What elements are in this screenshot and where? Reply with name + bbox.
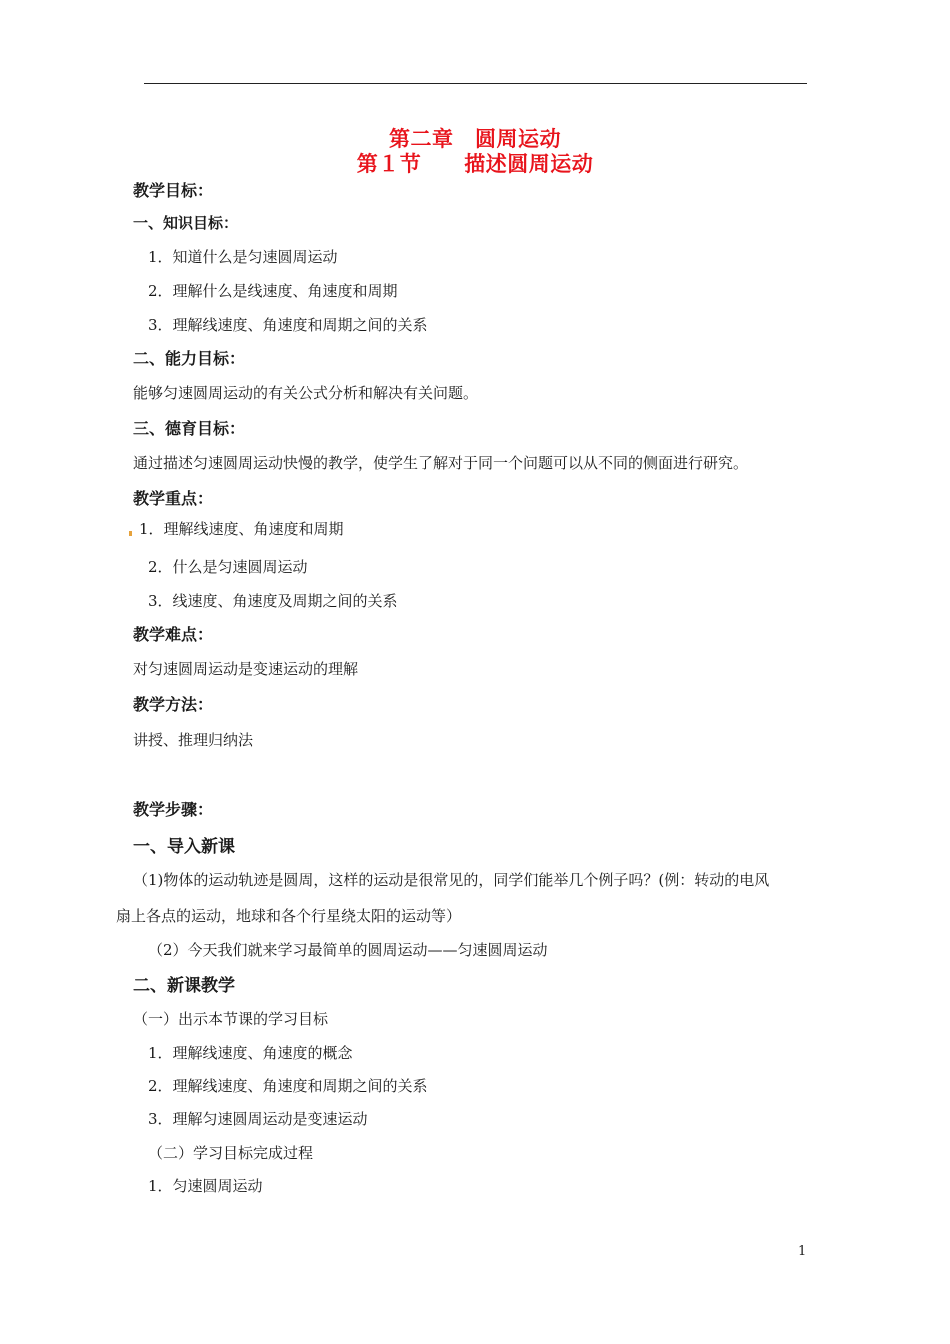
subsection-heading: （二）学习目标完成过程 — [148, 1144, 314, 1162]
section-title: 第１节 描述圆周运动 — [356, 151, 594, 176]
key-points-heading: 教学重点： — [133, 489, 214, 508]
steps-heading: 教学步骤： — [133, 800, 214, 819]
knowledge-item: 2．理解什么是线速度、角速度和周期 — [148, 282, 398, 300]
key-point-item: 1．理解线速度、角速度和周期 — [139, 520, 344, 538]
difficulty-text: 对匀速圆周运动是变速运动的理解 — [133, 660, 359, 678]
teaching-goals-heading: 教学目标： — [133, 181, 214, 200]
difficulty-heading: 教学难点： — [133, 625, 214, 644]
subsection-heading: （一）出示本节课的学习目标 — [133, 1010, 329, 1028]
knowledge-heading: 一、知识目标： — [133, 214, 239, 232]
intro-heading: 一、导入新课 — [133, 837, 235, 857]
key-point-item: 3．线速度、角速度及周期之间的关系 — [148, 592, 398, 610]
page-number: 1 — [798, 1244, 807, 1259]
intro-paragraph: （2）今天我们就来学习最简单的圆周运动——匀速圆周运动 — [148, 941, 548, 959]
marker-dot — [129, 531, 132, 536]
moral-text: 通过描述匀速圆周运动快慢的教学，使学生了解对于同一个问题可以从不同的侧面进行研究。 — [133, 454, 749, 472]
method-text: 讲授、推理归纳法 — [133, 731, 254, 749]
chapter-title: 第二章 圆周运动 — [389, 126, 561, 151]
intro-paragraph-line: （1)物体的运动轨迹是圆周，这样的运动是很常见的，同学们能举几个例子吗？(例：转动的电风 — [133, 871, 770, 889]
process-item: 1．匀速圆周运动 — [148, 1177, 263, 1195]
knowledge-item: 3．理解线速度、角速度和周期之间的关系 — [148, 316, 428, 334]
lesson-goal-item: 1．理解线速度、角速度的概念 — [148, 1044, 353, 1062]
ability-text: 能够匀速圆周运动的有关公式分析和解决有关问题。 — [133, 384, 479, 402]
lesson-goal-item: 3．理解匀速圆周运动是变速运动 — [148, 1110, 368, 1128]
new-lesson-heading: 二、新课教学 — [133, 976, 235, 996]
moral-heading: 三、德育目标： — [133, 419, 246, 438]
intro-paragraph-line: 扇上各点的运动，地球和各个行星绕太阳的运动等） — [116, 907, 462, 925]
lesson-goal-item: 2．理解线速度、角速度和周期之间的关系 — [148, 1077, 428, 1095]
header-rule — [144, 83, 807, 84]
ability-heading: 二、能力目标： — [133, 349, 246, 368]
method-heading: 教学方法： — [133, 695, 214, 714]
knowledge-item: 1．知道什么是匀速圆周运动 — [148, 248, 338, 266]
key-point-item: 2．什么是匀速圆周运动 — [148, 558, 308, 576]
